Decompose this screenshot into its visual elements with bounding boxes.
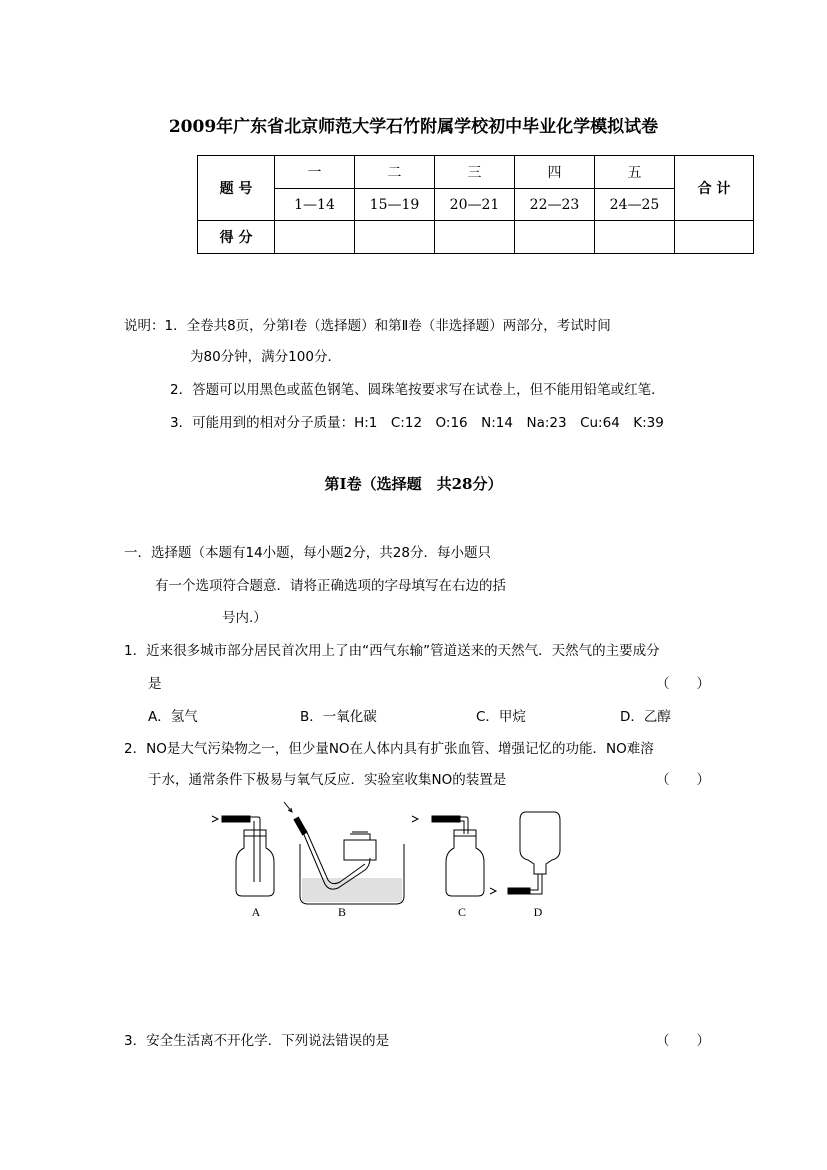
question-1-line2: 是 (148, 676, 162, 692)
range-1: 1—14 (275, 189, 355, 221)
section1-line1: 一．选择题（本题有14小题，每小题2分，共28分．每小题只 (124, 545, 491, 561)
range-4: 22—23 (515, 189, 595, 221)
score-cell[interactable] (595, 221, 675, 254)
answer-paren-1[interactable]: （ ） (656, 676, 710, 692)
gas-collection-apparatus-figure (200, 800, 580, 925)
question-1-line1: 1．近来很多城市部分居民首次用上了由“西气东输”管道送来的天然气．天然气的主要成分 (124, 643, 660, 659)
section-5: 五 (595, 156, 675, 189)
answer-paren-3[interactable]: （ ） (656, 1033, 710, 1049)
score-cell[interactable] (275, 221, 355, 254)
range-2: 15—19 (355, 189, 435, 221)
score-cell[interactable] (435, 221, 515, 254)
part1-title: 第Ⅰ卷（选择题 共28分） (324, 475, 503, 493)
section-4: 四 (515, 156, 595, 189)
option-a: A．氢气 (148, 709, 198, 725)
apparatus-d-inverted-bottle (490, 812, 560, 894)
answer-paren-2[interactable]: （ ） (656, 772, 710, 788)
option-b: B．一氧化碳 (300, 709, 377, 725)
option-c: C．甲烷 (476, 709, 526, 725)
question-3-line1: 3．安全生活离不开化学．下列说法错误的是 (124, 1033, 390, 1049)
section-3: 三 (435, 156, 515, 189)
figure-label-b: B (337, 905, 347, 919)
note-1a: 说明：1．全卷共8页，分第Ⅰ卷（选择题）和第Ⅱ卷（非选择题）两部分，考试时间 (124, 318, 611, 334)
apparatus-c-bottle (412, 816, 484, 896)
note-1b: 为80分钟，满分100分． (190, 349, 341, 365)
range-5: 24—25 (595, 189, 675, 221)
score-table (197, 155, 754, 254)
option-d: D．乙醇 (620, 709, 671, 725)
apparatus-b-water (302, 878, 402, 902)
figure-label-c: C (457, 905, 467, 919)
figure-label-a: A (251, 905, 261, 919)
figure-label-d: D (533, 905, 543, 919)
section1-line2: 有一个选项符合题意．请将正确选项的字母填写在右边的括 (155, 578, 506, 594)
section-2: 二 (355, 156, 435, 189)
question-2-line2: 于水，通常条件下极易与氧气反应．实验室收集NO的装置是 (148, 772, 507, 788)
row-label-score: 得 分 (198, 221, 275, 254)
section1-line3: 号内.） (222, 610, 267, 626)
question-2-line1: 2．NO是大气污染物之一，但少量NO在人体内具有扩张血管、增强记忆的功能．NO难溶 (124, 741, 654, 757)
score-cell[interactable] (355, 221, 435, 254)
section-1: 一 (275, 156, 355, 189)
score-cell-total[interactable] (675, 221, 754, 254)
apparatus-a-bottle (212, 816, 274, 896)
exam-title: 2009年广东省北京师范大学石竹附属学校初中毕业化学模拟试卷 (168, 117, 659, 137)
total-label: 合 计 (675, 156, 754, 221)
note-3: 3．可能用到的相对分子质量：H:1 C:12 O:16 N:14 Na:23 Cu:64 K:39 (170, 415, 664, 431)
range-3: 20—21 (435, 189, 515, 221)
note-2: 2．答题可以用黑色或蓝色钢笔、圆珠笔按要求写在试卷上，但不能用铅笔或红笔． (170, 382, 665, 398)
score-cell[interactable] (515, 221, 595, 254)
row-label-number: 题 号 (198, 156, 275, 221)
